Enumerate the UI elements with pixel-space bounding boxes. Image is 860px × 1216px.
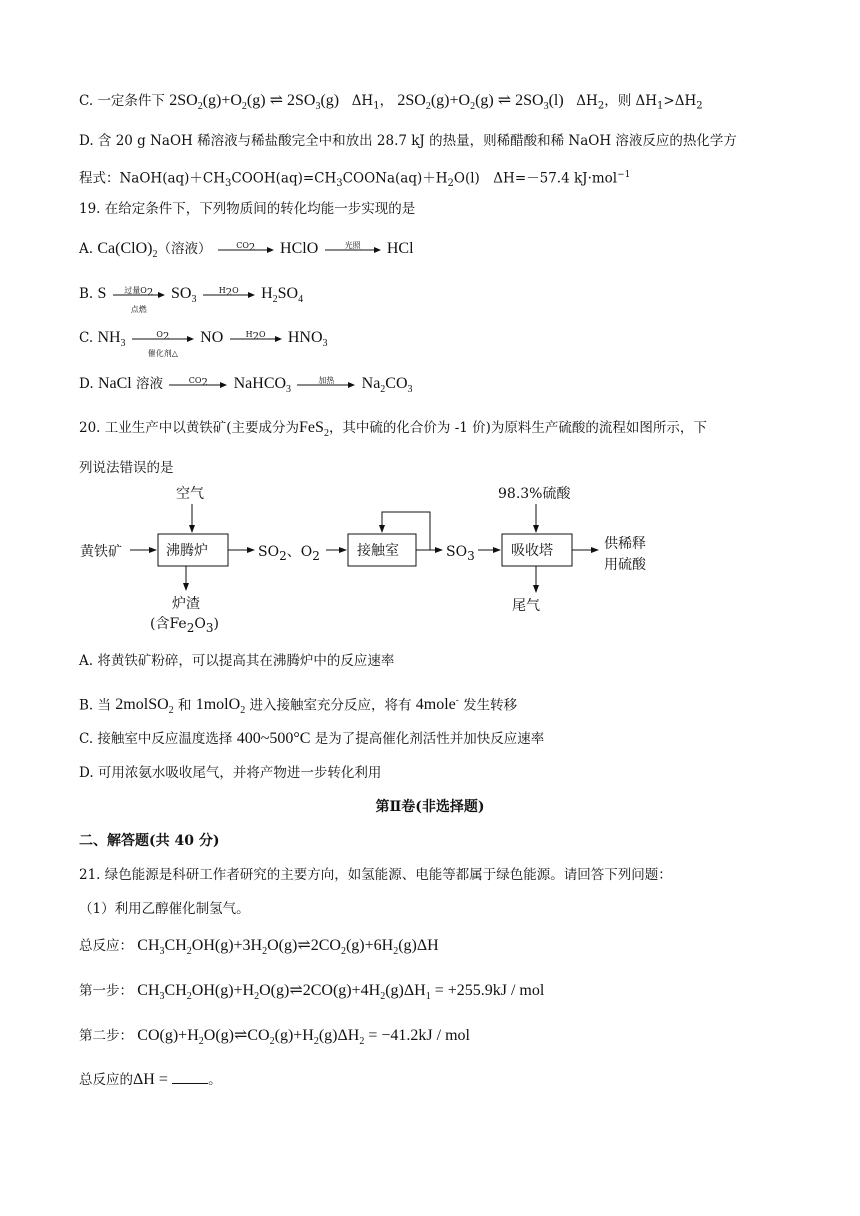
question-20-stem-2: 列说法错误的是 <box>79 460 174 476</box>
contact-chamber-label: 接触室 <box>357 543 399 559</box>
ore-label: 黄铁矿 <box>80 544 122 560</box>
so2-o2-label: SO2、O2 <box>258 544 320 563</box>
total-reaction: 总反应： $CH_3CH_2OH(g)+3H_2O(g)\rightleftharpoons 2CO_2(g)+6H_2(g)\Delta H$ <box>79 937 439 958</box>
section-2-title: 第Ⅱ卷(非选择题) <box>375 799 485 815</box>
equilibrium-arrow: ⇌ <box>269 92 283 109</box>
step-2-reaction: 第二步： $CO(g)+H_2O(g)\rightleftharpoons CO_2(g)+H_2(g)\Delta H_2 = -41.2kJ$ / mol <box>79 1027 470 1048</box>
reaction-arrow: 加热 <box>297 380 355 390</box>
slag-label: 炉渣 <box>172 596 200 612</box>
sulfuric-acid-flow-diagram <box>0 478 860 638</box>
reaction-arrow: $CO_2$ <box>169 380 227 390</box>
q19-option-a: A. $Ca(ClO)_2$（溶液） $CO_2$ HClO 光照 HCl <box>79 240 414 261</box>
acid-label: 98.3%硫酸 <box>498 486 571 502</box>
q20-option-b: B. 当 2molSO$_2$ 和 1molO$_2$ 进入接触室充分反应，将有 4mole- 发生转移 <box>79 695 518 717</box>
step-1-reaction: 第一步： $CH_3CH_2OH(g)+H_2O(g)\rightleftharpoons 2CO(g)+4H_2(g)\Delta H_1 = +255.9kJ$ / mol <box>79 982 545 1003</box>
option-c-line: C. 一定条件下 $2SO_2(g)+O_2(g)$ ⇌ $2SO_3(g)$ $\Delta H_1$， $2SO_2(g)+O_2(g)$ ⇌ $2SO_3(l)$ $\Delta H_2$，则 $\Delta H_1>\Delta H_2$ <box>79 92 703 113</box>
option-d-line-2: 程式：$NaOH(aq)+CH_3COOH(aq)=CH_3COONa(aq)+H_2O(l)$ ΔH=－57.4 kJ·mol$^{-1}$ <box>79 170 631 190</box>
question-21-sub-1: （1）利用乙醇催化制氢气。 <box>79 901 250 917</box>
q20-option-d: D. 可用浓氨水吸收尾气，并将产物进一步转化利用 <box>79 765 382 781</box>
answer-prompt: 总反应的ΔH = 。 <box>79 1071 222 1088</box>
q20-option-a: A. 将黄铁矿粉碎，可以提高其在沸腾炉中的反应速率 <box>79 653 395 669</box>
reaction-arrow: 过量$O_2$ 点燃 <box>113 290 165 300</box>
reaction-arrow: $H_2O$ <box>230 334 282 344</box>
q20-option-c: C. 接触室中反应温度选择 400~500°C 是为了提高催化剂活性并加快反应速率 <box>79 730 545 747</box>
furnace-label: 沸腾炉 <box>166 543 208 559</box>
reaction-arrow: $H_2O$ <box>203 290 255 300</box>
question-19-stem: 19. 在给定条件下，下列物质间的转化均能一步实现的是 <box>79 201 416 217</box>
output-label-1: 供稀释 <box>604 536 646 552</box>
tail-gas-label: 尾气 <box>512 598 540 614</box>
q19-option-b: B. S 过量$O_2$ 点燃 $SO_3$ $H_2O$ $H_2SO_4$ <box>79 285 304 314</box>
reaction-arrow: $CO_2$ <box>218 245 274 255</box>
question-21-stem: 21. 绿色能源是科研工作者研究的主要方向，如氢能源、电能等都属于绿色能源。请回答下列问题： <box>79 867 672 883</box>
reaction-arrow: 光照 <box>325 245 381 255</box>
so3-label: SO3 <box>446 544 475 563</box>
equation-2: $2SO_2(g)+O_2(g)$ ⇌ $2SO_3(l)$ <box>397 92 564 113</box>
equation-1: $2SO_2(g)+O_2(g)$ ⇌ $2SO_3(g)$ <box>169 92 340 113</box>
q19-option-d: D. NaCl 溶液 $CO_2$ NaHCO$_3$ 加热 $Na_2CO_3$ <box>79 375 413 396</box>
output-label-2: 用硫酸 <box>604 557 646 573</box>
absorption-tower-label: 吸收塔 <box>511 543 553 559</box>
answer-blank[interactable] <box>172 1069 208 1084</box>
option-d-line-1: D. 含 20 g NaOH 稀溶液与稀盐酸完全中和放出 28.7 kJ 的热量，则稀醋酸和稀 NaOH 溶液反应的热化学方 <box>79 133 737 149</box>
air-label: 空气 <box>176 486 204 502</box>
question-20-stem-1: 20. 工业生产中以黄铁矿(主要成分为FeS$_2$，其中硫的化合价为 -1 价)为原料生产硫酸的流程如图所示，下 <box>79 419 707 440</box>
q19-option-c: C. $NH_3$ $O_2$ 催化剂△ NO $H_2O$ $HNO_3$ <box>79 329 328 358</box>
part-2-heading: 二、解答题(共 40 分) <box>79 833 220 849</box>
slag-note: (含Fe2O3) <box>150 616 219 635</box>
reaction-arrow: $O_2$ 催化剂△ <box>132 334 194 344</box>
